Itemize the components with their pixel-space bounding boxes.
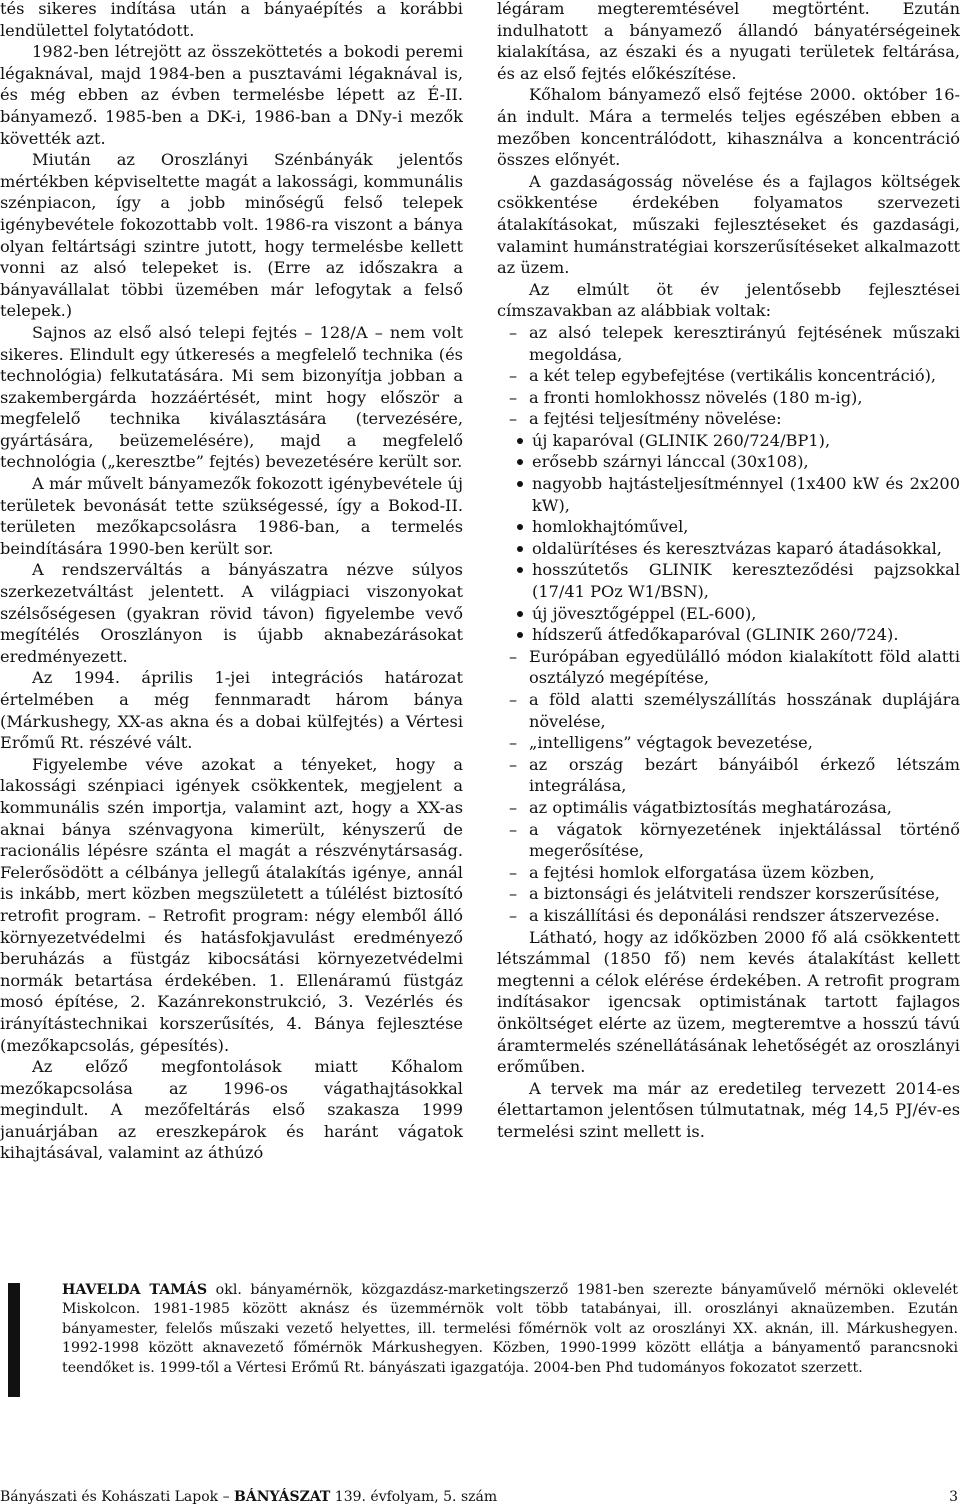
author-name: HAVELDA TAMÁS [62, 1282, 208, 1298]
performance-bullet-list [497, 430, 960, 646]
paragraph: Kőhalom bányamező első fejtése 2000. október 16-án indult. Mára a termelés teljes egészében ebben a mezőben koncentrálódott, kihasználva a koncentráció összes előnyét. [497, 85, 960, 170]
bio-accent-bar [8, 1283, 20, 1397]
right-intro-paragraphs [497, 0, 960, 322]
paragraph: tés sikeres indítása után a bányaépítés a korábbi lendülettel folytatódott. [0, 0, 463, 40]
paragraph: A rendszerváltás a bányászatra nézve súlyos szerkezetváltást jelentett. A világpiaci viszonyokat szélsőségesen (gyakran rövid távon) figyelembe vevő megítélés Oroszlányon is újabb aknabezárásokat eredményezett. [0, 560, 463, 666]
dash-list-item: – a vágatok környezetének injektálással történő megerősítése, [497, 819, 960, 862]
paragraph: Az elmúlt öt év jelentősebb fejlesztései címszavakban az alábbiak voltak: [497, 279, 960, 321]
paragraph: Az előző megfontolások miatt Kőhalom mezőkapcsolása az 1996-os vágathajtásokkal megindult. A mezőfeltárás első szakasza 1999 januárjában az ereszkepárok és haránt vágatok kihajtásával, valamint az áthúzó [0, 1057, 463, 1163]
bullet-list-item: hosszútetős GLINIK kereszteződési pajzsokkal (17/41 POz W1/BSN), [497, 559, 960, 602]
paragraph: Figyelembe véve azokat a tényeket, hogy a lakossági szénpiaci igények csökkentek, megjelent a kommunális szén importja, valamint azt, hogy a XX-as aknai bánya szénvagyona kimerült, kényszerű de racionális lépésre szánta el magát a részvénytársaság. Felerősödött a célbánya jellegű átalakítás igénye, annál is inkább, mert közben megszületett a túlélést biztosító retrofit program. – Retrofit program: négy elemből álló környezetvédelmi és hatásfokjavulást eredményező beruházás a füstgáz kibocsátási környezetvédelmi normák betartása érdekében. 1. Ellenáramú füstgáz mosó építése, 2. Kazánrekonstrukció, 3. Vezérlés és irányítástechnikai korszerűsítés, 4. Bánya fejlesztése (mezőkapcsolás, gépesítés). [0, 754, 463, 1055]
dash-list-item: – a biztonsági és jelátviteli rendszer korszerűsítése, [497, 883, 960, 905]
dash-list-item: – az ország bezárt bányáiból érkező létszám integrálása, [497, 754, 960, 797]
bullet-list-item: erősebb szárnyi lánccal (30x108), [497, 451, 960, 473]
footer-journal [0, 1488, 497, 1506]
dash-list-item: – a két telep egybefejtése (vertikális koncentráció), [497, 365, 960, 387]
paragraph: A gazdaságosság növelése és a fajlagos költségek csökkentése érdekében folyamatos szervezeti átalakításokat, műszaki fejlesztéseket és gazdasági, valamint humánstratégiai korszerűsítéseket alkalmazott az üzem. [497, 171, 960, 278]
dash-list-item: – az optimális vágatbiztosítás meghatározása, [497, 797, 960, 819]
dash-list-item: – a fejtési homlok elforgatása üzem közben, [497, 862, 960, 884]
dash-list-item: – a fronti homlokhossz növelés (180 m-ig), [497, 387, 960, 409]
development-dash-list-a [497, 322, 960, 430]
author-description: okl. bányamérnök, közgazdász-marketingszerző 1981-ben szerezte bányaművelő mérnöki oklevelét Miskolcon. 1981-1985 között aknász és üzemmérnök volt több tatabányai, ill. oroszlányi aknaüzemben. Ezután bányamester, felelős műszaki vezető helyettes, ill. termelési főmérnök volt az oroszlányi XX. aknán, ill. Márkushegyen. 1992-1998 között aknavezető főmérnök Márkushegyen. Közben, 1990-1999 között ellátja a bányamentő parancsnoki teendőket is. 1999-től a Vértesi Erőmű Rt. bányászati igazgatója. 2004-ben Phd tudományos fokozatot szerzett. [62, 1282, 958, 1376]
paragraph: Miután az Oroszlányi Szénbányák jelentős mértékben képviseltette magát a lakossági, kommunális szénpiacon, így a jobb minőségű felső telepek igénybevétele fokozottabb volt. 1986-ra viszont a bánya olyan feltártsági szintre jutott, hogy termelésbe kellett vonni az alsó telepeket is. (Erre az időszakra a bányavállalat többi üzemében már lefogytak a felső telepek.) [0, 150, 463, 321]
paragraph: Sajnos az első alsó telepi fejtés – 128/A – nem volt sikeres. Elindult egy útkeresés a megfelelő technika (és technológia) felkutatására. Mi sem bizonyítja jobban a szakembergárda hozzáértését, mint hogy először a megfelelő technika kiválasztására (tervezésére, gyártására, beüzemelésére), majd a megfelelő technológia („keresztbe” fejtés) bevezetésére került sor. [0, 322, 463, 472]
page-number: 3 [949, 1489, 958, 1505]
development-dash-list-b [497, 646, 960, 927]
author-bio [0, 1281, 960, 1397]
paragraph: A tervek ma már az eredetileg tervezett 2014-es élettartamon jelentősen túlmutatnak, még 14,5 PJ/év-es termelési szint mellett is. [497, 1078, 960, 1141]
right-column [497, 0, 960, 1142]
bullet-list-item: hídszerű átfedőkaparóval (GLINIK 260/724). [497, 624, 960, 646]
paragraph: Látható, hogy az időközben 2000 fő alá csökkentett létszámmal (1850 fő) nem kevés átalakítást kellett megtenni a célok elérése érdekében. A retrofit program indításakor igencsak optimistának tartott fajlagos önköltséget elérte az üzem, megteremtve a hosszú távú áramtermelés szénellátásának lehetőségét az oroszlányi erőműben. [497, 927, 960, 1077]
bio-text [62, 1281, 958, 1378]
bullet-list-item: új kaparóval (GLINIK 260/724/BP1), [497, 430, 960, 452]
dash-list-item: – a föld alatti személyszállítás hosszának duplájára növelése, [497, 689, 960, 732]
journal-name: Bányászati és Kohászati Lapok – [0, 1489, 235, 1505]
dash-list-item: – Európában egyedülálló módon kialakított föld alatti osztályzó megépítése, [497, 646, 960, 689]
bullet-list-item: oldalürítéses és keresztvázas kaparó átadásokkal, [497, 538, 960, 560]
magazine-name: BÁNYÁSZAT [234, 1489, 331, 1505]
paragraph: légáram megteremtésével megtörtént. Ezután indulhatott a bányamező állandó bányatérségeinek kialakítása, az északi és a nyugati területek feltárása, és az első fejtés előkészítése. [497, 0, 960, 83]
bullet-list-item: homlokhajtóművel, [497, 516, 960, 538]
dash-list-item: – „intelligens” végtagok bevezetése, [497, 732, 960, 754]
right-closing-paragraphs [497, 927, 960, 1143]
paragraph: Az 1994. április 1-jei integrációs határozat értelmében a még fennmaradt három bánya (Márkushegy, XX-as akna és a dobai külfejtés) a Vértesi Erőmű Rt. részévé vált. [0, 668, 463, 753]
dash-list-item: – az alsó telepek keresztirányú fejtésének műszaki megoldása, [497, 322, 960, 365]
paragraph: 1982-ben létrejött az összeköttetés a bokodi peremi légaknával, majd 1984-ben a pusztavámi légaknával is, és még ebben az évben termelésbe lépett az É-II. bányamező. 1985-ben a DK-i, 1986-ban a DNy-i mezők követték azt. [0, 42, 463, 148]
left-column [0, 0, 463, 1164]
dash-list-item: – a kiszállítási és deponálási rendszer átszervezése. [497, 905, 960, 927]
journal-volume: 139. évfolyam, 5. szám [330, 1489, 498, 1505]
bullet-list-item: nagyobb hajtásteljesítménnyel (1x400 kW és 2x200 kW), [497, 473, 960, 516]
dash-list-item: – a fejtési teljesítmény növelése: [497, 408, 960, 430]
bullet-list-item: új jövesztőgéppel (EL-600), [497, 603, 960, 625]
paragraph: A már művelt bányamezők fokozott igénybevétele új területek bevonását tette szükségessé, így a Bokod-II. területen mezőkapcsolásra 1986-ban, a termelés beindítására 1990-ben került sor. [0, 474, 463, 558]
